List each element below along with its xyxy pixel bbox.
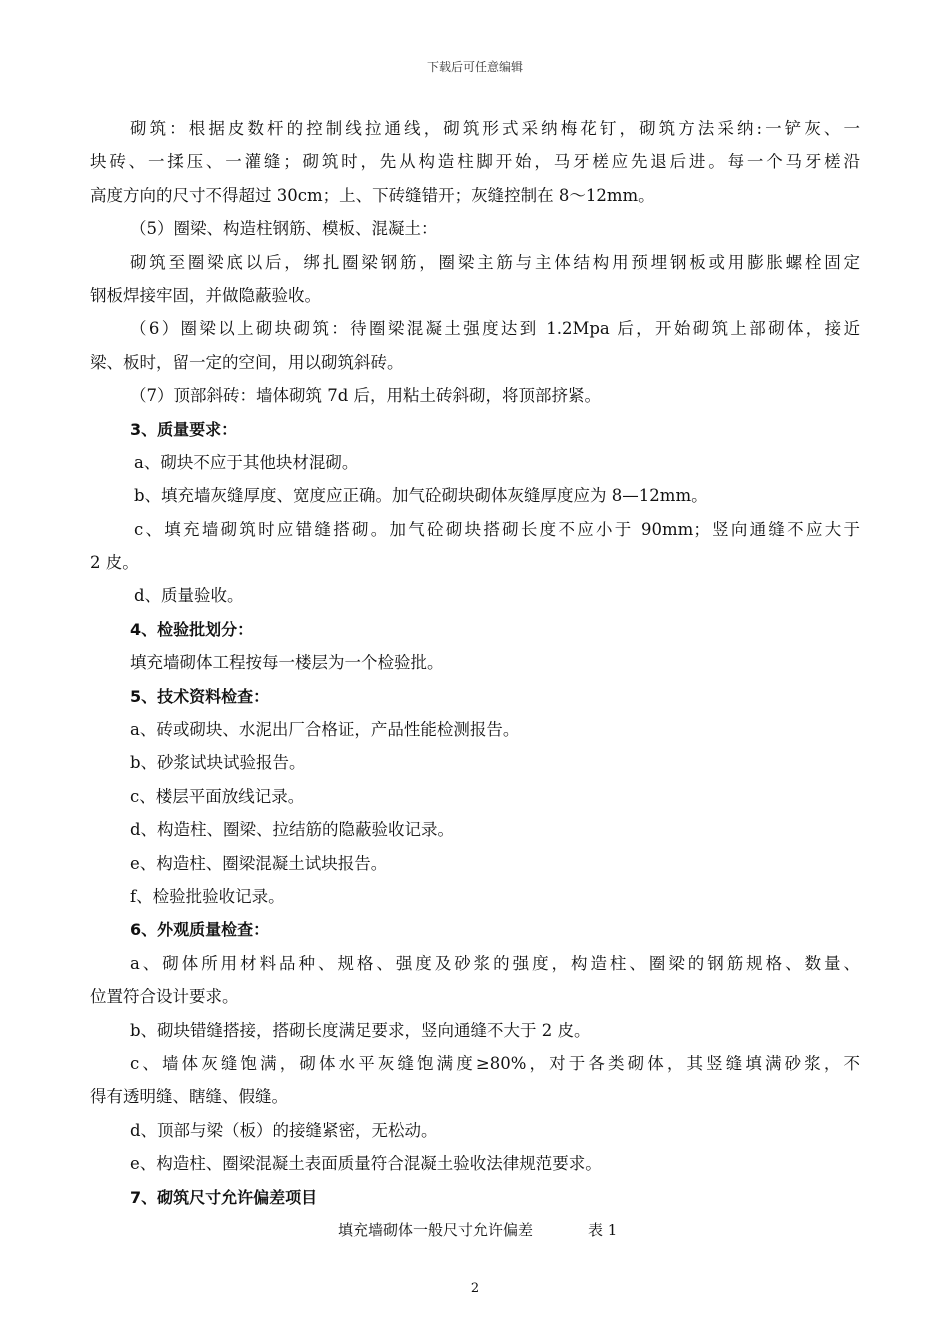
paragraph-line: 块砖、一揉压、一灌缝；砌筑时，先从构造柱脚开始，马牙槎应先退后进。每一个马牙槎沿 bbox=[90, 152, 860, 172]
section-heading: 7、砌筑尺寸允许偏差项目 bbox=[130, 1187, 318, 1207]
list-item: d、质量验收。 bbox=[134, 586, 244, 606]
document-body bbox=[90, 112, 860, 1247]
table-caption-title: 填充墙砌体一般尺寸允许偏差 bbox=[338, 1220, 534, 1239]
paragraph-line: 2 皮。 bbox=[90, 553, 139, 573]
section-heading: 3、质量要求： bbox=[130, 419, 238, 439]
list-item: c、楼层平面放线记录。 bbox=[130, 786, 305, 806]
paragraph-line: （5）圈梁、构造柱钢筋、模板、混凝土： bbox=[130, 219, 438, 239]
list-item: f、检验批验收记录。 bbox=[130, 886, 285, 906]
paragraph-line: 得有透明缝、瞎缝、假缝。 bbox=[90, 1087, 288, 1107]
table-number: 表 1 bbox=[588, 1220, 618, 1239]
section-heading: 6、外观质量检查： bbox=[130, 920, 270, 940]
list-item: c、填充墙砌筑时应错缝搭砌。加气砼砌块搭砌长度不应小于 90mm；竖向通缝不应大于 bbox=[134, 519, 860, 539]
page-number: 2 bbox=[470, 1281, 480, 1296]
paragraph-line: 砌筑至圈梁底以后，绑扎圈梁钢筋，圈梁主筋与主体结构用预埋钢板或用膨胀螺栓固定 bbox=[130, 252, 860, 272]
paragraph-line: 填充墙砌体工程按每一楼层为一个检验批。 bbox=[130, 653, 444, 673]
paragraph-line: 砌筑：根据皮数杆的控制线拉通线，砌筑形式采纳梅花钉，砌筑方法采纳:一铲灰、一 bbox=[130, 119, 860, 138]
list-item: d、构造柱、圈梁、拉结筋的隐蔽验收记录。 bbox=[130, 820, 455, 840]
list-item: b、砂浆试块试验报告。 bbox=[130, 753, 306, 773]
paragraph-line: 位置符合设计要求。 bbox=[90, 987, 239, 1007]
list-item: e、构造柱、圈梁混凝土表面质量符合混凝土验收法律规范要求。 bbox=[130, 1154, 602, 1174]
list-item: a、砖或砌块、水泥出厂合格证，产品性能检测报告。 bbox=[130, 720, 520, 740]
paragraph-line: （6）圈梁以上砌块砌筑：待圈梁混凝土强度达到 1.2Mpa 后，开始砌筑上部砌体，接近 bbox=[130, 319, 860, 339]
paragraph-line: 钢板焊接牢固，并做隐蔽验收。 bbox=[90, 285, 321, 305]
table-caption bbox=[90, 1214, 860, 1247]
section-heading: 5、技术资料检查： bbox=[130, 686, 270, 706]
list-item: a、砌块不应于其他块材混砌。 bbox=[134, 452, 359, 472]
list-item: c、墙体灰缝饱满，砌体水平灰缝饱满度≥80%，对于各类砌体，其竖缝填满砂浆，不 bbox=[130, 1053, 860, 1073]
page-header: 下载后可任意编辑 bbox=[426, 60, 523, 74]
list-item: a、砌体所用材料品种、规格、强度及砂浆的强度，构造柱、圈梁的钢筋规格、数量、 bbox=[130, 953, 860, 973]
list-item: e、构造柱、圈梁混凝土试块报告。 bbox=[130, 853, 388, 873]
list-item: b、填充墙灰缝厚度、宽度应正确。加气砼砌块砌体灰缝厚度应为 8—12mm。 bbox=[134, 486, 708, 506]
section-heading: 4、检验批划分： bbox=[130, 619, 254, 639]
paragraph-line: 高度方向的尺寸不得超过 30cm；上、下砖缝错开；灰缝控制在 8～12mm。 bbox=[90, 185, 655, 205]
paragraph-line: （7）顶部斜砖：墙体砌筑 7d 后，用粘土砖斜砌，将顶部挤紧。 bbox=[130, 386, 602, 406]
list-item: b、砌块错缝搭接，搭砌长度满足要求，竖向通缝不大于 2 皮。 bbox=[130, 1020, 591, 1040]
paragraph-line: 梁、板时，留一定的空间，用以砌筑斜砖。 bbox=[90, 352, 404, 372]
list-item: d、顶部与梁（板）的接缝紧密，无松动。 bbox=[130, 1120, 438, 1140]
